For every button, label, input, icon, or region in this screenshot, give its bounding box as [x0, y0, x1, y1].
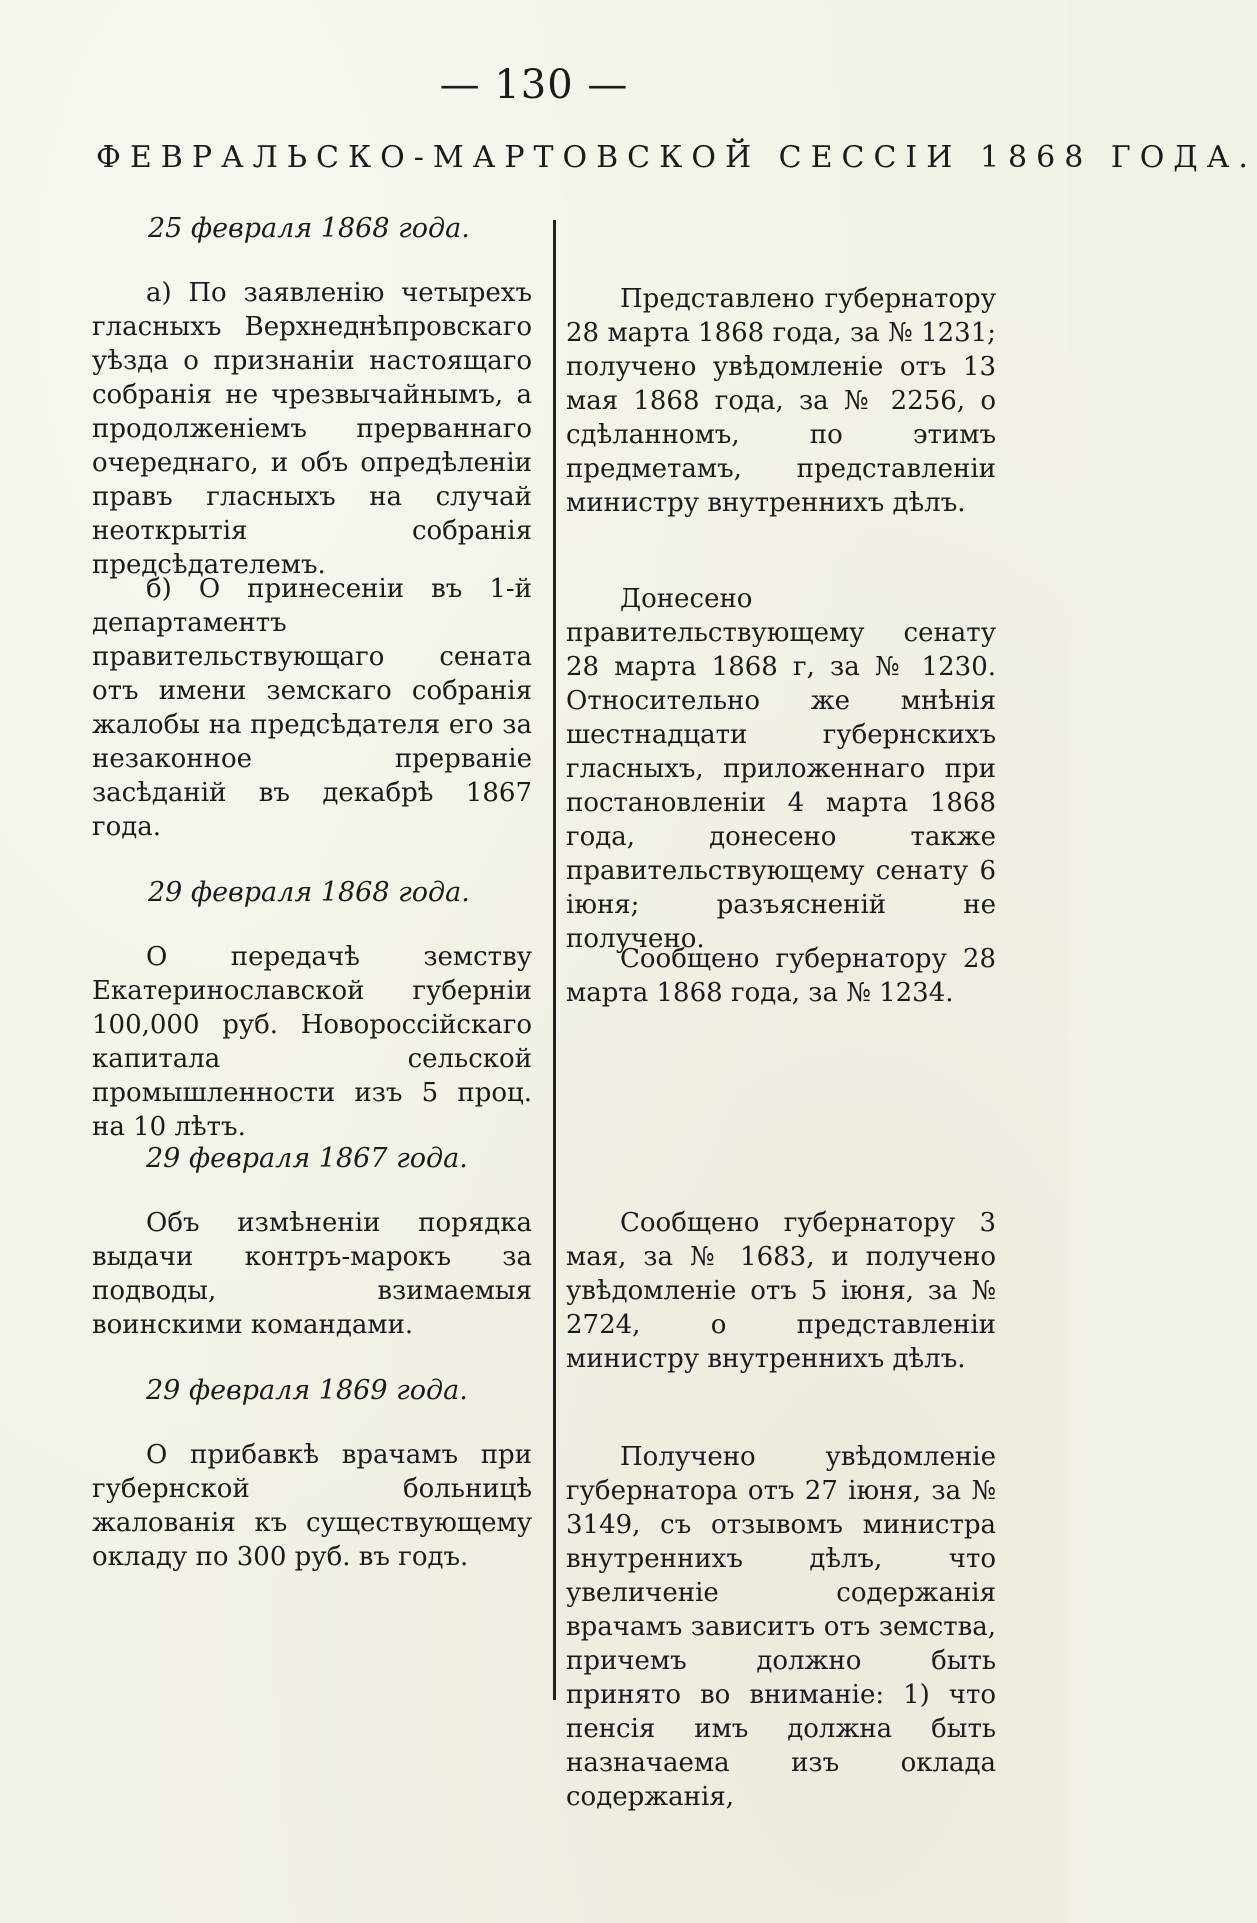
right-entry-1: Представлено губернатору 28 марта 1868 года, за № 1231; получено увѣдомленіе отъ 13 мая 1868 года, за № 2256, о сдѣланномъ, по этимъ предметамъ, представленіи министру внутреннихъ дѣлъ. [566, 284, 996, 518]
left-entry-countermarks: Объ измѣненіи порядка выдачи контръ-марокъ за подводы, взимаемыя воинскими командами. [92, 1208, 532, 1340]
left-entry-a: а) По заявленію четырехъ гласныхъ Верхнеднѣпровскаго уѣзда о признаніи настоящаго собранія не чрезвычайнымъ, а продолженіемъ прерваннаго очереднаго, и объ опредѣленіи правъ гласныхъ на случай неоткрытія собранія предсѣдателемъ. [92, 278, 532, 580]
left-entry-transfer: О передачѣ земству Екатеринославской губерніи 100,000 руб. Новороссійскаго капитала сельской промышленности изъ 5 проц. на 10 лѣтъ. [92, 942, 532, 1142]
left-date-3: 29 февраля 1867 года. [146, 1143, 468, 1174]
left-date-4: 29 февраля 1869 года. [146, 1375, 468, 1406]
page-header: ФЕВРАЛЬСКО-МАРТОВСКОЙ СЕССІИ 1868 ГОДА. [96, 140, 1257, 175]
right-entry-3: Сообщено губернатору 28 марта 1868 года, за № 1234. [566, 944, 996, 1008]
right-entry-2: Донесено правительствующему сенату 28 марта 1868 г, за № 1230. Относительно же мнѣнія шестнадцати губернскихъ гласныхъ, приложеннаго при постановленіи 4 марта 1868 года, донесено также правительствующему сенату 6 іюня; разъясненій не получено. [566, 584, 996, 954]
left-date-1: 25 февраля 1868 года. [148, 213, 470, 244]
right-entry-5: Получено увѣдомленіе губернатора отъ 27 іюня, за № 3149, съ отзывомъ министра внутреннихъ дѣлъ, что увеличеніе содержанія врачамъ зависитъ отъ земства, причемъ должно быть принято во вниманіе: 1) что пенсія имъ должна быть назначаема изъ оклада содержанія, [566, 1442, 996, 1812]
left-date-2: 29 февраля 1868 года. [148, 877, 470, 908]
left-entry-doctors: О прибавкѣ врачамъ при губернской больницѣ жалованія къ существующему окладу по 300 руб. въ годъ. [92, 1440, 532, 1572]
page-number: — 130 — [439, 62, 629, 108]
column-divider [553, 220, 556, 1700]
right-entry-4: Сообщено губернатору 3 мая, за № 1683, и получено увѣдомленіе отъ 5 іюня, за № 2724, о представленіи министру внутреннихъ дѣлъ. [566, 1208, 996, 1374]
left-entry-b: б) О принесеніи въ 1-й департаментъ правительствующаго сената отъ имени земскаго собранія жалобы на предсѣдателя его за незаконное прерваніе засѣданій въ декабрѣ 1867 года. [92, 574, 532, 842]
